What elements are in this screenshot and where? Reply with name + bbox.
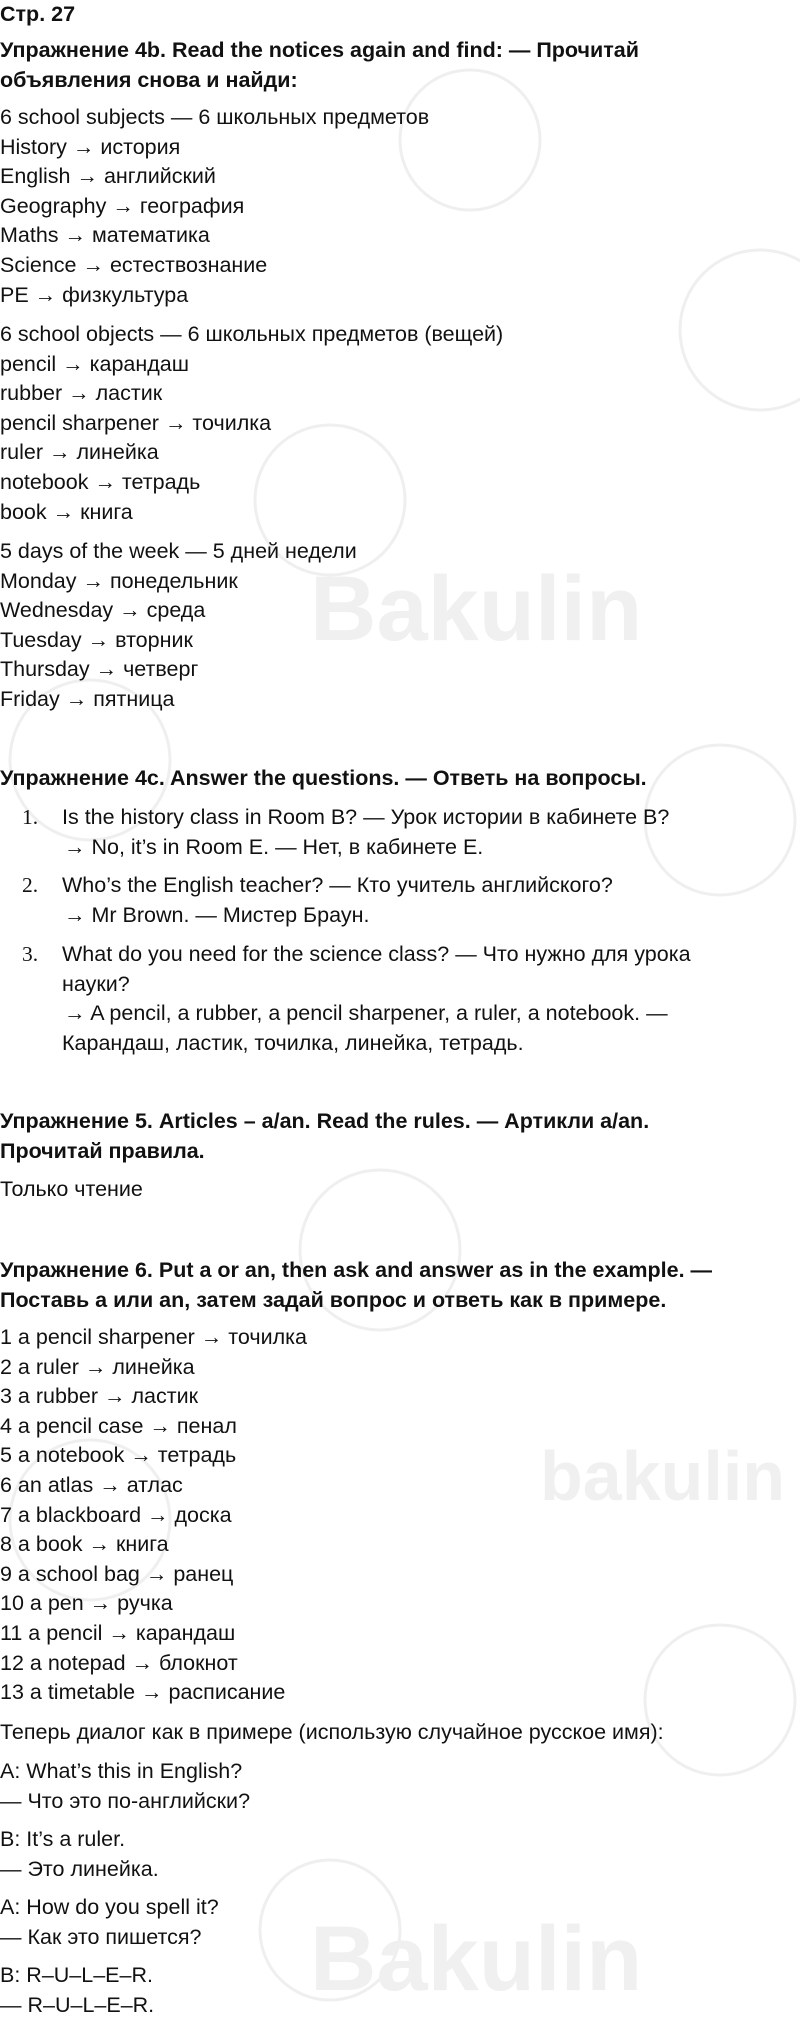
list-item: Tuesday→ вторник <box>0 626 796 656</box>
list-item: Geography→ география <box>0 192 796 222</box>
page-label: Стр. 27 <box>0 2 76 26</box>
list-item: ruler→ линейка <box>0 438 796 468</box>
watermark-text-2: bakulin <box>540 1437 786 1515</box>
arrow-icon <box>59 223 92 247</box>
question-number: 3. <box>22 942 39 966</box>
list-item: Friday→ пятница <box>0 685 796 715</box>
arrow-icon <box>140 1562 173 1586</box>
arrow-icon <box>102 1621 135 1645</box>
arrow-icon <box>79 1355 112 1379</box>
ex5-body: Только чтение <box>0 1177 143 1201</box>
question-number: 1. <box>22 805 39 829</box>
question-text: Who’s the English teacher? — Кто учитель английского? <box>62 873 613 897</box>
answer-text-cont: Карандаш, ластик, точилка, линейка, тетрадь. <box>62 1030 524 1055</box>
list-item: book→ книга <box>0 498 796 528</box>
arrow-icon <box>124 1443 157 1467</box>
ex4b-title-line2: объявления снова и найди: <box>0 67 298 92</box>
arrow-icon <box>195 1325 228 1349</box>
arrow-icon <box>43 440 76 464</box>
list-item: 1 a pencil sharpener→ точилка <box>0 1323 796 1353</box>
question-number: 2. <box>22 873 39 897</box>
dialog-en: B: It’s a ruler. <box>0 1827 126 1851</box>
list-item: 8 a book→ книга <box>0 1530 796 1560</box>
answer-text: → A pencil, a rubber, a pencil sharpener, a ruler, a notebook. — <box>64 1001 668 1026</box>
dialog-en: B: R–U–L–E–R. <box>0 1963 153 1987</box>
ex6-list <box>0 1323 796 1708</box>
arrow-icon <box>77 253 110 277</box>
list-item: pencil sharpener→ точилка <box>0 409 796 439</box>
list-item: rubber→ ластик <box>0 379 796 409</box>
dialog-intro: Теперь диалог как в примере (использую случайное русское имя): <box>0 1720 664 1744</box>
list-item: Maths→ математика <box>0 221 796 251</box>
arrow-icon <box>113 598 146 622</box>
list-item: 2 a ruler→ линейка <box>0 1353 796 1383</box>
dialog-line-1 <box>0 1757 796 1816</box>
dialog-ru: — Это линейка. <box>0 1856 159 1881</box>
ex6-title-line1: Упражнение 6. Put a or an, then ask and answer as in the example. — <box>0 1258 713 1282</box>
dialog-ru: — Что это по-английски? <box>0 1788 251 1813</box>
ex6-title-line2: Поставь a или an, затем задай вопрос и ответь как в примере. <box>0 1287 667 1312</box>
ex4b-title-line1: Упражнение 4b. Read the notices again and find: — Прочитай <box>0 38 639 62</box>
question-text: Is the history class in Room B? — Урок истории в кабинете B? <box>62 805 670 829</box>
list-item: Science→ естествознание <box>0 251 796 281</box>
arrow-icon <box>88 470 121 494</box>
list-item: 11 a pencil→ карандаш <box>0 1619 796 1649</box>
question-text-cont: науки? <box>62 971 130 996</box>
arrow-icon <box>98 1384 131 1408</box>
arrow-icon <box>77 569 110 593</box>
answer-text: → No, it’s in Room E. — Нет, в кабинете E. <box>64 834 484 859</box>
dialog-en: A: How do you spell it? <box>0 1895 219 1919</box>
list-item: 5 a notebook→ тетрадь <box>0 1441 796 1471</box>
list-item: History→ история <box>0 133 796 163</box>
watermark-text-1: Bakulin <box>310 558 643 660</box>
ex6-title <box>0 1256 796 1315</box>
arrow-icon <box>126 1651 159 1675</box>
group-heading: 5 days of the week — 5 дней недели <box>0 539 357 563</box>
list-item: Wednesday→ среда <box>0 596 796 626</box>
question-text: What do you need for the science class? — Что нужно для урока <box>62 942 691 966</box>
dialog-ru: — R–U–L–E–R. <box>0 1992 155 2017</box>
arrow-icon <box>82 1532 115 1556</box>
ex5-title-line1: Упражнение 5. Articles – a/an. Read the rules. — Артикли a/an. <box>0 1109 650 1133</box>
watermark-text-3: Bakulin <box>310 1908 643 2010</box>
list-item: 4 a pencil case→ пенал <box>0 1412 796 1442</box>
list-item: 9 a school bag→ ранец <box>0 1560 796 1590</box>
arrow-icon <box>71 164 104 188</box>
dialog-line-3 <box>0 1893 796 1952</box>
ex4b-title <box>0 36 796 95</box>
arrow-icon <box>141 1503 174 1527</box>
ex4b-group-days <box>0 537 796 715</box>
list-item: English→ английский <box>0 162 796 192</box>
arrow-icon <box>93 1473 126 1497</box>
list-item: 6 an atlas→ атлас <box>0 1471 796 1501</box>
ex5-title <box>0 1107 796 1166</box>
arrow-icon <box>29 283 62 307</box>
ex5-title-line2: Прочитай правила. <box>0 1138 205 1163</box>
arrow-icon <box>60 687 93 711</box>
arrow-icon <box>62 381 95 405</box>
group-heading: 6 school objects — 6 школьных предметов (вещей) <box>0 322 504 346</box>
dialog-en: A: What’s this in English? <box>0 1759 243 1783</box>
list-item: Thursday→ четверг <box>0 655 796 685</box>
dialog-ru: — Как это пишется? <box>0 1924 202 1949</box>
page-number <box>0 0 796 30</box>
arrow-icon <box>90 657 123 681</box>
arrow-icon <box>67 135 100 159</box>
arrow-icon <box>135 1680 168 1704</box>
arrow-icon <box>143 1414 176 1438</box>
list-item: Monday→ понедельник <box>0 567 796 597</box>
list-item: pencil→ карандаш <box>0 350 796 380</box>
arrow-icon <box>82 628 115 652</box>
ex4b-group-subjects <box>0 103 796 310</box>
question-3 <box>0 940 796 1070</box>
list-item: PE→ физкультура <box>0 281 796 311</box>
dialog-line-4 <box>0 1961 796 2020</box>
arrow-icon <box>56 352 89 376</box>
dialog-line-2 <box>0 1825 796 1884</box>
ex4b-group-objects <box>0 320 796 527</box>
answer-text: → Mr Brown. — Мистер Браун. <box>64 902 370 927</box>
list-item: 13 a timetable→ расписание <box>0 1678 796 1708</box>
arrow-icon <box>84 1591 117 1615</box>
list-item: 10 a pen→ ручка <box>0 1589 796 1619</box>
arrow-icon <box>47 500 80 524</box>
list-item: 7 a blackboard→ доска <box>0 1501 796 1531</box>
arrow-icon <box>159 411 192 435</box>
group-heading: 6 school subjects — 6 школьных предметов <box>0 105 430 129</box>
ex4c-title: Упражнение 4c. Answer the questions. — Ответь на вопросы. <box>0 766 647 790</box>
arrow-icon <box>106 194 139 218</box>
list-item: 3 a rubber→ ластик <box>0 1382 796 1412</box>
list-item: 12 a notepad→ блокнот <box>0 1649 796 1679</box>
list-item: notebook→ тетрадь <box>0 468 796 498</box>
